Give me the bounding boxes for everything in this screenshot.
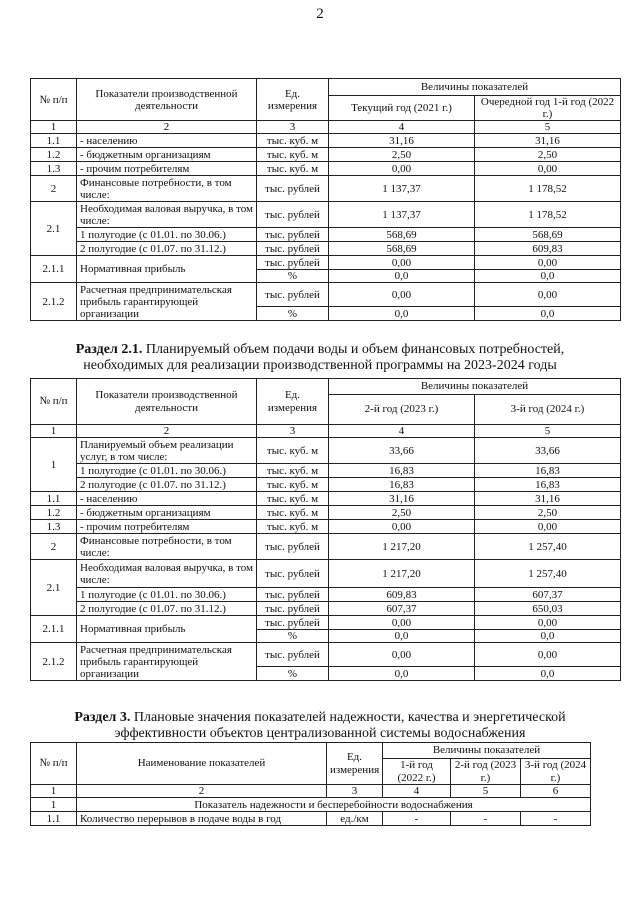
row-value: 0,0 xyxy=(329,307,475,321)
col-number: 2 xyxy=(77,425,257,438)
row-value: 568,69 xyxy=(329,228,475,242)
table-row xyxy=(31,242,621,256)
row-value: 0,0 xyxy=(475,667,621,681)
header-indicators: Показатели производственной деятельности xyxy=(77,379,257,425)
row-unit: % xyxy=(257,307,329,321)
row-value: - xyxy=(521,812,591,826)
row-name: 1 полугодие (с 01.01. по 30.06.) xyxy=(77,228,257,242)
header-indicators: Показатели производственной деятельности xyxy=(77,79,257,121)
table-row xyxy=(31,492,621,506)
row-value: 0,00 xyxy=(329,256,475,270)
row-name: - населению xyxy=(77,134,257,148)
row-num: 2.1.2 xyxy=(31,283,77,321)
row-num: 1.3 xyxy=(31,520,77,534)
row-unit: тыс. куб. м xyxy=(257,464,329,478)
col-number: 2 xyxy=(77,121,257,134)
row-value: 607,37 xyxy=(475,588,621,602)
row-unit: тыс. рублей xyxy=(257,602,329,616)
row-value: 33,66 xyxy=(475,438,621,464)
row-unit: тыс. куб. м xyxy=(257,438,329,464)
table-row xyxy=(31,643,621,667)
row-value: 1 137,37 xyxy=(329,176,475,202)
col-number: 4 xyxy=(383,785,451,798)
row-num: 1 xyxy=(31,798,77,812)
col-number: 6 xyxy=(521,785,591,798)
table-row xyxy=(31,464,621,478)
row-name: Количество перерывов в подаче воды в год xyxy=(77,812,327,826)
row-value: 0,0 xyxy=(329,630,475,643)
row-value: 0,0 xyxy=(329,667,475,681)
row-value: 31,16 xyxy=(329,492,475,506)
row-name: 1 полугодие (с 01.01. по 30.06.) xyxy=(77,464,257,478)
col-number: 1 xyxy=(31,425,77,438)
row-value: 0,0 xyxy=(475,307,621,321)
row-value: 1 217,20 xyxy=(329,560,475,588)
row-name: 2 полугодие (с 01.07. по 31.12.) xyxy=(77,242,257,256)
row-value: 1 217,20 xyxy=(329,534,475,560)
header-values: Величины показателей xyxy=(383,743,591,759)
row-unit: тыс. куб. м xyxy=(257,492,329,506)
row-unit: тыс. куб. м xyxy=(257,506,329,520)
row-value: 0,0 xyxy=(475,630,621,643)
row-value: 0,00 xyxy=(475,520,621,534)
row-num: 1.1 xyxy=(31,812,77,826)
row-name: 1 полугодие (с 01.01. по 30.06.) xyxy=(77,588,257,602)
table-row xyxy=(31,283,621,307)
row-unit: тыс. рублей xyxy=(257,202,329,228)
header-unit: Ед. измерения xyxy=(327,743,383,785)
table-production-2021-2022 xyxy=(30,78,621,321)
row-value: 2,50 xyxy=(329,148,475,162)
row-unit: тыс. рублей xyxy=(257,643,329,667)
row-value: 568,69 xyxy=(329,242,475,256)
row-name: - населению xyxy=(77,492,257,506)
table-row xyxy=(31,812,591,826)
row-name: - прочим потребителям xyxy=(77,520,257,534)
table-row xyxy=(31,602,621,616)
row-num: 1.2 xyxy=(31,148,77,162)
row-value: 650,03 xyxy=(475,602,621,616)
row-num: 1.3 xyxy=(31,162,77,176)
table-row xyxy=(31,616,621,630)
row-value: 607,37 xyxy=(329,602,475,616)
row-unit: тыс. рублей xyxy=(257,228,329,242)
row-unit: тыс. куб. м xyxy=(257,478,329,492)
row-unit: тыс. рублей xyxy=(257,242,329,256)
row-unit: тыс. рублей xyxy=(257,256,329,270)
row-unit: % xyxy=(257,667,329,681)
row-value: 0,00 xyxy=(475,162,621,176)
row-unit: тыс. куб. м xyxy=(257,520,329,534)
row-name: Расчетная предпринимательская прибыль гарантирующей организации xyxy=(77,283,257,321)
row-unit: ед./км xyxy=(327,812,383,826)
col-number: 3 xyxy=(327,785,383,798)
header-unit: Ед. измерения xyxy=(257,79,329,121)
table-row xyxy=(31,134,621,148)
row-value: 16,83 xyxy=(475,478,621,492)
row-name: 2 полугодие (с 01.07. по 31.12.) xyxy=(77,478,257,492)
table-row xyxy=(31,520,621,534)
row-value: 0,00 xyxy=(475,256,621,270)
col-number: 4 xyxy=(329,121,475,134)
row-num: 1.1 xyxy=(31,492,77,506)
header-num: № п/п xyxy=(31,743,77,785)
table-row xyxy=(31,534,621,560)
table-row xyxy=(31,202,621,228)
row-num: 2.1.1 xyxy=(31,256,77,283)
group-title: Показатель надежности и бесперебойности водоснабжения xyxy=(77,798,591,812)
row-name: - бюджетным организациям xyxy=(77,506,257,520)
row-value: - xyxy=(383,812,451,826)
row-value: 2,50 xyxy=(475,506,621,520)
row-unit: тыс. рублей xyxy=(257,176,329,202)
table-reliability-indicators xyxy=(30,742,591,826)
header-values: Величины показателей xyxy=(329,79,621,96)
row-unit: тыс. рублей xyxy=(257,534,329,560)
header-indicator-names: Наименование показателей xyxy=(77,743,327,785)
row-value: 0,0 xyxy=(475,270,621,283)
col-number: 1 xyxy=(31,121,77,134)
row-name: - прочим потребителям xyxy=(77,162,257,176)
page-number: 2 xyxy=(316,6,324,22)
row-value: 31,16 xyxy=(475,492,621,506)
row-unit: % xyxy=(257,270,329,283)
row-name: 2 полугодие (с 01.07. по 31.12.) xyxy=(77,602,257,616)
header-values: Величины показателей xyxy=(329,379,621,395)
row-value: - xyxy=(451,812,521,826)
row-num: 2 xyxy=(31,534,77,560)
row-value: 0,0 xyxy=(329,270,475,283)
table-group-row xyxy=(31,798,591,812)
row-name: Расчетная предпринимательская прибыль гарантирующей организации xyxy=(77,643,257,681)
row-num: 2 xyxy=(31,176,77,202)
header-year-2022: 1-й год (2022 г.) xyxy=(383,759,451,785)
row-unit: тыс. куб. м xyxy=(257,148,329,162)
row-name: Нормативная прибыль xyxy=(77,616,257,643)
col-number: 2 xyxy=(77,785,327,798)
row-num: 1 xyxy=(31,438,77,492)
row-value: 31,16 xyxy=(475,134,621,148)
row-name: - бюджетным организациям xyxy=(77,148,257,162)
table-row xyxy=(31,176,621,202)
row-unit: % xyxy=(257,630,329,643)
col-number: 5 xyxy=(475,121,621,134)
row-name: Планируемый объем реализации услуг, в том числе: xyxy=(77,438,257,464)
table-row xyxy=(31,478,621,492)
col-number: 5 xyxy=(475,425,621,438)
row-unit: тыс. рублей xyxy=(257,560,329,588)
row-name: Финансовые потребности, в том числе: xyxy=(77,176,257,202)
section-3-title: Плановые значения показателей надежности, качества и энергетической эффективности объектов централизованной системы водоснабжения xyxy=(114,710,566,742)
row-value: 1 178,52 xyxy=(475,202,621,228)
row-value: 16,83 xyxy=(475,464,621,478)
row-name: Финансовые потребности, в том числе: xyxy=(77,534,257,560)
section-2-1-heading xyxy=(40,342,600,374)
row-num: 2.1.1 xyxy=(31,616,77,643)
row-num: 2.1.2 xyxy=(31,643,77,681)
row-value: 16,83 xyxy=(329,478,475,492)
row-num: 1.2 xyxy=(31,506,77,520)
row-value: 31,16 xyxy=(329,134,475,148)
row-value: 1 178,52 xyxy=(475,176,621,202)
row-unit: тыс. рублей xyxy=(257,283,329,307)
row-value: 0,00 xyxy=(329,616,475,630)
table-row xyxy=(31,228,621,242)
table-production-2023-2024 xyxy=(30,378,621,681)
row-unit: тыс. куб. м xyxy=(257,162,329,176)
row-value: 0,00 xyxy=(329,162,475,176)
header-year-2024: 3-й год (2024 г.) xyxy=(521,759,591,785)
col-number: 4 xyxy=(329,425,475,438)
col-number: 3 xyxy=(257,121,329,134)
table-row xyxy=(31,256,621,270)
section-3-label: Раздел 3. xyxy=(74,710,131,725)
header-year-2023: 2-й год (2023 г.) xyxy=(451,759,521,785)
section-3-heading xyxy=(40,710,600,742)
row-name: Нормативная прибыль xyxy=(77,256,257,283)
row-value: 33,66 xyxy=(329,438,475,464)
header-unit: Ед. измерения xyxy=(257,379,329,425)
row-value: 1 257,40 xyxy=(475,534,621,560)
row-value: 16,83 xyxy=(329,464,475,478)
row-value: 0,00 xyxy=(329,520,475,534)
row-name: Необходимая валовая выручка, в том числе: xyxy=(77,202,257,228)
header-year-2024: 3-й год (2024 г.) xyxy=(475,395,621,425)
table-row xyxy=(31,560,621,588)
row-value: 0,00 xyxy=(475,283,621,307)
table-row xyxy=(31,148,621,162)
header-year-2023: 2-й год (2023 г.) xyxy=(329,395,475,425)
col-number: 3 xyxy=(257,425,329,438)
row-value: 609,83 xyxy=(475,242,621,256)
header-num: № п/п xyxy=(31,79,77,121)
header-num: № п/п xyxy=(31,379,77,425)
row-unit: тыс. рублей xyxy=(257,616,329,630)
row-value: 1 137,37 xyxy=(329,202,475,228)
section-2-1-title: Планируемый объем подачи воды и объем финансовых потребностей, необходимых для реализации производственной программы на 2023-2024 годы xyxy=(83,342,565,374)
row-value: 2,50 xyxy=(329,506,475,520)
row-value: 0,00 xyxy=(329,643,475,667)
section-2-1-label: Раздел 2.1. xyxy=(75,342,143,357)
row-value: 609,83 xyxy=(329,588,475,602)
table-row xyxy=(31,588,621,602)
row-unit: тыс. рублей xyxy=(257,588,329,602)
row-value: 568,69 xyxy=(475,228,621,242)
row-num: 2.1 xyxy=(31,560,77,616)
table-row xyxy=(31,162,621,176)
row-value: 0,00 xyxy=(475,616,621,630)
header-next-year: Очередной год 1-й год (2022 г.) xyxy=(475,96,621,121)
row-unit: тыс. куб. м xyxy=(257,134,329,148)
row-name: Необходимая валовая выручка, в том числе: xyxy=(77,560,257,588)
row-value: 1 257,40 xyxy=(475,560,621,588)
row-value: 2,50 xyxy=(475,148,621,162)
table-row xyxy=(31,438,621,464)
header-current-year: Текущий год (2021 г.) xyxy=(329,96,475,121)
col-number: 1 xyxy=(31,785,77,798)
row-num: 1.1 xyxy=(31,134,77,148)
table-row xyxy=(31,506,621,520)
row-value: 0,00 xyxy=(475,643,621,667)
col-number: 5 xyxy=(451,785,521,798)
row-value: 0,00 xyxy=(329,283,475,307)
row-num: 2.1 xyxy=(31,202,77,256)
